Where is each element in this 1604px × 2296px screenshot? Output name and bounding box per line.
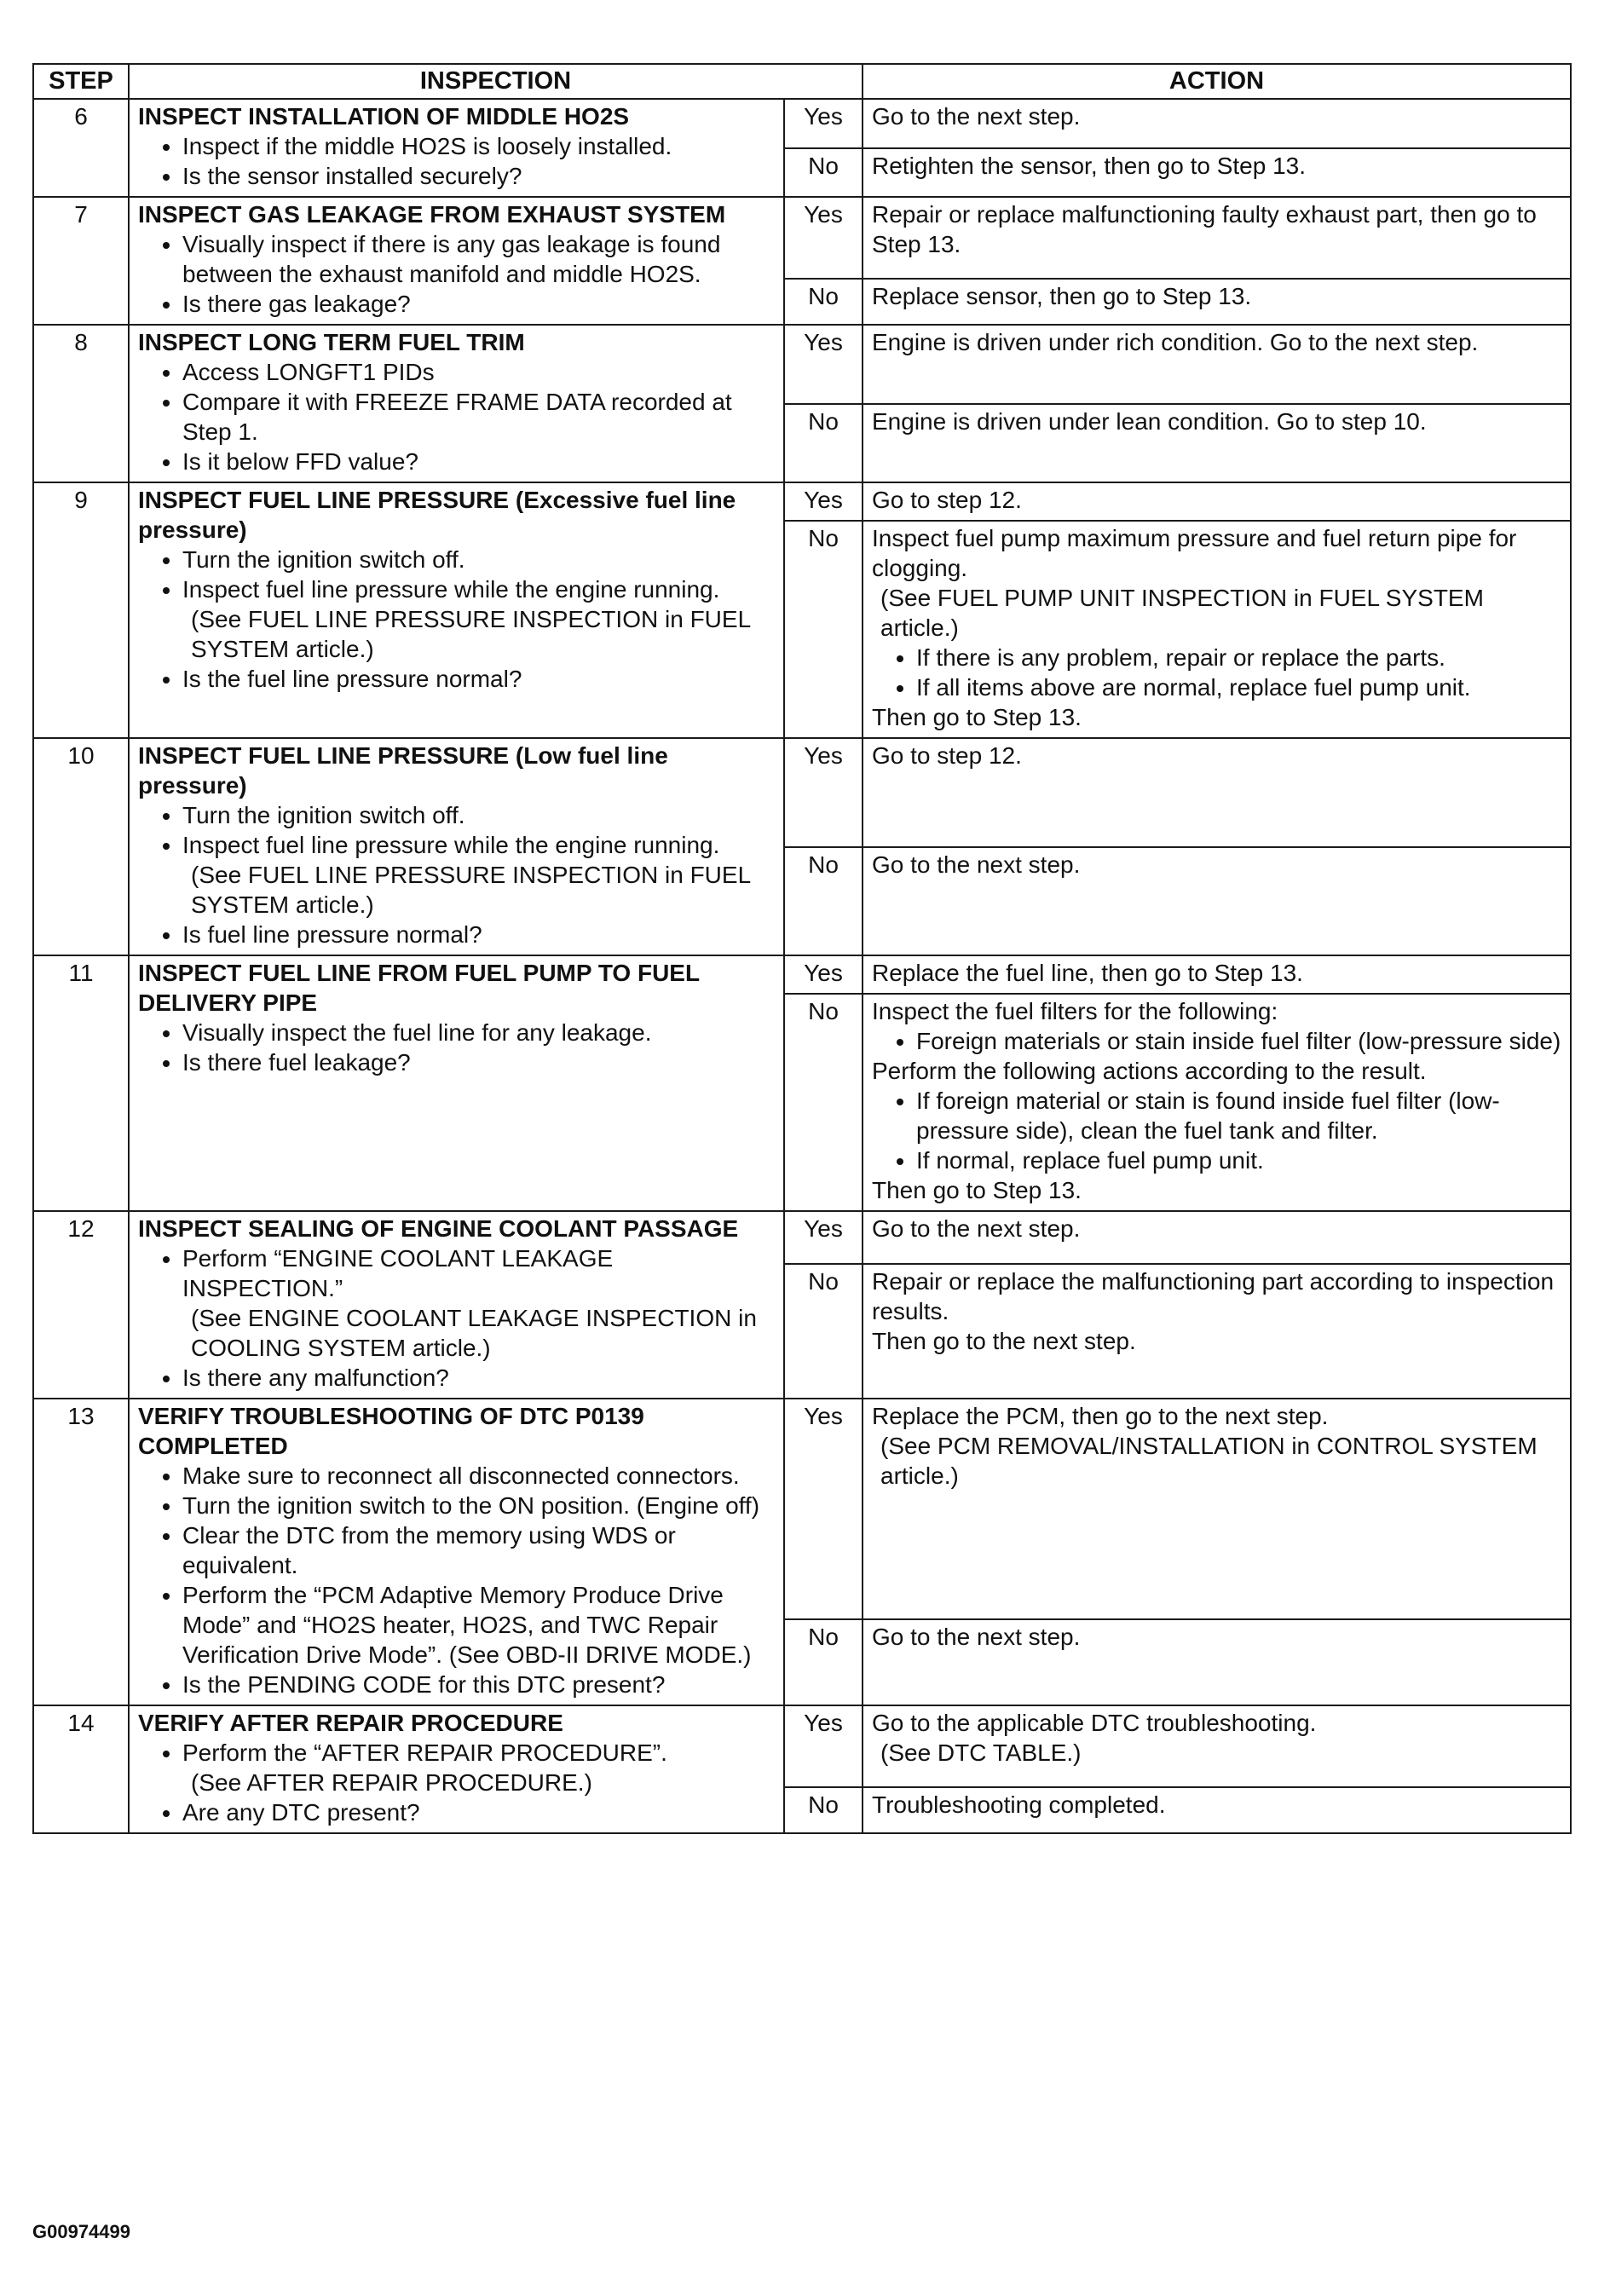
inspection-title: INSPECT LONG TERM FUEL TRIM	[138, 329, 525, 355]
action-text: Then go to the next step.	[872, 1327, 1136, 1354]
inspection-bullet: • Turn the ignition switch off.	[182, 545, 775, 574]
inspection-note: (See AFTER REPAIR PROCEDURE.)	[191, 1769, 592, 1796]
no-label: No	[784, 404, 863, 483]
no-action-cell	[863, 994, 1571, 1211]
action-text: Then go to Step 13.	[872, 1177, 1082, 1203]
inspection-bullet: • Is it below FFD value?	[182, 447, 775, 476]
action-text: Go to the next step.	[872, 851, 1081, 878]
inspection-bullet: • Inspect fuel line pressure while the engine running.	[182, 830, 775, 860]
inspection-bullet: • Inspect fuel line pressure while the engine running.	[182, 574, 775, 604]
yes-action-cell	[863, 99, 1571, 148]
action-text: Go to the applicable DTC troubleshooting.	[872, 1710, 1317, 1736]
inspection-bullets	[138, 1797, 775, 1827]
action-text: Go to step 12.	[872, 742, 1022, 769]
inspection-title: INSPECT SEALING OF ENGINE COOLANT PASSAGE	[138, 1215, 739, 1242]
action-text: Perform the following actions according to the result.	[872, 1058, 1427, 1084]
table-row	[33, 1211, 1571, 1264]
action-bullet: • If all items above are normal, replace fuel pump unit.	[916, 672, 1561, 702]
troubleshooting-document	[32, 63, 1570, 1834]
inspection-cell	[129, 1705, 784, 1833]
inspection-bullet: • Is fuel line pressure normal?	[182, 920, 775, 949]
inspection-bullet: • Is the sensor installed securely?	[182, 161, 775, 191]
yes-label: Yes	[784, 99, 863, 148]
action-text: Engine is driven under lean condition. Go to step 10.	[872, 407, 1427, 435]
table-row	[33, 1399, 1571, 1619]
no-action-cell	[863, 1787, 1571, 1833]
inspection-title: VERIFY TROUBLESHOOTING OF DTC P0139 COMPLETED	[138, 1403, 644, 1459]
action-bullet: • If foreign material or stain is found inside fuel filter (low-pressure side), clean the fuel tank and filter.	[916, 1086, 1561, 1145]
no-label: No	[784, 279, 863, 325]
step-number: 9	[33, 482, 129, 738]
yes-label: Yes	[784, 1399, 863, 1619]
inspection-cell	[129, 325, 784, 482]
inspection-bullets	[138, 545, 775, 604]
inspection-bullet: • Is there fuel leakage?	[182, 1047, 775, 1077]
action-text: Replace the PCM, then go to the next step.	[872, 1403, 1329, 1429]
inspection-bullets	[138, 1243, 775, 1303]
inspection-bullet: • Turn the ignition switch off.	[182, 800, 775, 830]
yes-label: Yes	[784, 1211, 863, 1264]
no-action-cell	[863, 148, 1571, 198]
inspection-bullet: • Perform the “PCM Adaptive Memory Produce Drive Mode” and “HO2S heater, HO2S, and TWC Repair Verification Drive Mode”. (See OBD-II DRIVE MODE.)	[182, 1580, 775, 1670]
step-number: 7	[33, 197, 129, 325]
step-number: 10	[33, 738, 129, 955]
step-number: 11	[33, 955, 129, 1211]
yes-label: Yes	[784, 325, 863, 404]
action-text: Replace sensor, then go to Step 13.	[872, 283, 1252, 309]
no-label: No	[784, 1264, 863, 1399]
yes-action-cell	[863, 482, 1571, 521]
no-action-cell	[863, 404, 1571, 483]
inspection-cell	[129, 955, 784, 1211]
inspection-bullet: • Perform “ENGINE COOLANT LEAKAGE INSPECTION.”	[182, 1243, 775, 1303]
action-text: Go to the next step.	[872, 103, 1081, 130]
action-text: Retighten the sensor, then go to Step 13.	[872, 152, 1307, 179]
inspection-note: (See FUEL LINE PRESSURE INSPECTION in FUEL SYSTEM article.)	[191, 606, 751, 662]
inspection-bullet: • Is the fuel line pressure normal?	[182, 664, 775, 694]
step-number: 13	[33, 1399, 129, 1705]
table-row	[33, 99, 1571, 148]
header-inspection: INSPECTION	[129, 64, 863, 99]
inspection-bullet: • Are any DTC present?	[182, 1797, 775, 1827]
inspection-bullet: • Inspect if the middle HO2S is loosely installed.	[182, 131, 775, 161]
document-code: G00974499	[32, 2221, 130, 2242]
inspection-title: VERIFY AFTER REPAIR PROCEDURE	[138, 1710, 563, 1736]
inspection-cell	[129, 1399, 784, 1705]
yes-action-cell	[863, 1705, 1571, 1787]
inspection-note: (See FUEL LINE PRESSURE INSPECTION in FUEL SYSTEM article.)	[191, 862, 751, 918]
no-label: No	[784, 1787, 863, 1833]
no-label: No	[784, 847, 863, 956]
action-text: Then go to Step 13.	[872, 704, 1082, 730]
step-number: 8	[33, 325, 129, 482]
inspection-bullets	[138, 1018, 775, 1077]
action-note: (See DTC TABLE.)	[880, 1739, 1082, 1766]
inspection-title: INSPECT FUEL LINE PRESSURE (Low fuel line pressure)	[138, 742, 668, 799]
troubleshooting-table	[32, 63, 1572, 1834]
header-action: ACTION	[863, 64, 1571, 99]
inspection-bullet: • Compare it with FREEZE FRAME DATA recorded at Step 1.	[182, 387, 775, 447]
inspection-bullet: • Visually inspect if there is any gas leakage is found between the exhaust manifold and middle HO2S.	[182, 229, 775, 289]
step-number: 6	[33, 99, 129, 197]
yes-label: Yes	[784, 955, 863, 994]
yes-label: Yes	[784, 738, 863, 847]
action-text: Go to the next step.	[872, 1215, 1081, 1242]
yes-label: Yes	[784, 197, 863, 279]
inspection-bullet: • Is there any malfunction?	[182, 1363, 775, 1393]
no-action-cell	[863, 521, 1571, 738]
inspection-bullet: • Visually inspect the fuel line for any leakage.	[182, 1018, 775, 1047]
no-action-cell	[863, 1619, 1571, 1705]
inspection-bullets	[138, 1461, 775, 1699]
inspection-title: INSPECT FUEL LINE PRESSURE (Excessive fuel line pressure)	[138, 487, 736, 543]
no-action-cell	[863, 279, 1571, 325]
table-row	[33, 955, 1571, 994]
inspection-bullet: • Clear the DTC from the memory using WDS or equivalent.	[182, 1520, 775, 1580]
table-row	[33, 325, 1571, 404]
action-bullet: • If normal, replace fuel pump unit.	[916, 1145, 1561, 1175]
inspection-bullets	[138, 357, 775, 476]
action-text: Go to the next step.	[872, 1623, 1081, 1650]
action-note: (See PCM REMOVAL/INSTALLATION in CONTROL SYSTEM article.)	[880, 1433, 1538, 1489]
action-note: (See FUEL PUMP UNIT INSPECTION in FUEL SYSTEM article.)	[880, 585, 1484, 641]
inspection-title: INSPECT FUEL LINE FROM FUEL PUMP TO FUEL DELIVERY PIPE	[138, 960, 700, 1016]
action-bullets	[872, 1026, 1561, 1056]
yes-label: Yes	[784, 1705, 863, 1787]
inspection-cell	[129, 482, 784, 738]
header-step: STEP	[33, 64, 129, 99]
no-label: No	[784, 148, 863, 198]
inspection-bullet: • Perform the “AFTER REPAIR PROCEDURE”.	[182, 1738, 775, 1768]
inspection-bullets	[138, 131, 775, 191]
inspection-cell	[129, 197, 784, 325]
yes-action-cell	[863, 955, 1571, 994]
no-label: No	[784, 1619, 863, 1705]
inspection-bullet: • Make sure to reconnect all disconnected connectors.	[182, 1461, 775, 1491]
table-row	[33, 197, 1571, 279]
action-text: Repair or replace malfunctioning faulty exhaust part, then go to Step 13.	[872, 201, 1537, 257]
inspection-bullets	[138, 229, 775, 319]
inspection-bullets	[138, 664, 775, 694]
yes-action-cell	[863, 1399, 1571, 1619]
action-bullet: • If there is any problem, repair or replace the parts.	[916, 643, 1561, 672]
yes-label: Yes	[784, 482, 863, 521]
yes-action-cell	[863, 738, 1571, 847]
table-row	[33, 738, 1571, 847]
no-action-cell	[863, 847, 1571, 956]
inspection-bullet: • Is the PENDING CODE for this DTC present?	[182, 1670, 775, 1699]
inspection-cell	[129, 738, 784, 955]
table-row	[33, 1705, 1571, 1787]
inspection-cell	[129, 99, 784, 197]
yes-action-cell	[863, 325, 1571, 404]
inspection-bullets	[138, 1738, 775, 1768]
inspection-bullets	[138, 800, 775, 860]
action-bullet: • Foreign materials or stain inside fuel filter (low-pressure side)	[916, 1026, 1561, 1056]
table-header-row	[33, 64, 1571, 99]
inspection-bullet: • Turn the ignition switch to the ON position. (Engine off)	[182, 1491, 775, 1520]
yes-action-cell	[863, 197, 1571, 279]
action-text: Repair or replace the malfunctioning part according to inspection results.	[872, 1267, 1555, 1324]
inspection-bullets	[138, 1363, 775, 1393]
table-row	[33, 482, 1571, 521]
action-text: Inspect fuel pump maximum pressure and fuel return pipe for clogging.	[872, 525, 1517, 581]
action-bullets	[872, 1086, 1561, 1175]
action-text: Go to step 12.	[872, 487, 1022, 513]
step-number: 12	[33, 1211, 129, 1399]
inspection-bullet: • Is there gas leakage?	[182, 289, 775, 319]
inspection-title: INSPECT INSTALLATION OF MIDDLE HO2S	[138, 103, 630, 130]
action-text: Inspect the fuel filters for the following:	[872, 998, 1278, 1024]
inspection-bullets	[138, 920, 775, 949]
inspection-note: (See ENGINE COOLANT LEAKAGE INSPECTION in COOLING SYSTEM article.)	[191, 1305, 757, 1361]
action-text: Troubleshooting completed.	[872, 1791, 1166, 1818]
action-bullets	[872, 643, 1561, 702]
action-text: Engine is driven under rich condition. Go to the next step.	[872, 329, 1479, 355]
no-label: No	[784, 521, 863, 738]
action-text: Replace the fuel line, then go to Step 13.	[872, 960, 1303, 986]
inspection-bullet: • Access LONGFT1 PIDs	[182, 357, 775, 387]
no-action-cell	[863, 1264, 1571, 1399]
inspection-cell	[129, 1211, 784, 1399]
no-label: No	[784, 994, 863, 1211]
step-number: 14	[33, 1705, 129, 1833]
inspection-title: INSPECT GAS LEAKAGE FROM EXHAUST SYSTEM	[138, 201, 726, 228]
yes-action-cell	[863, 1211, 1571, 1264]
